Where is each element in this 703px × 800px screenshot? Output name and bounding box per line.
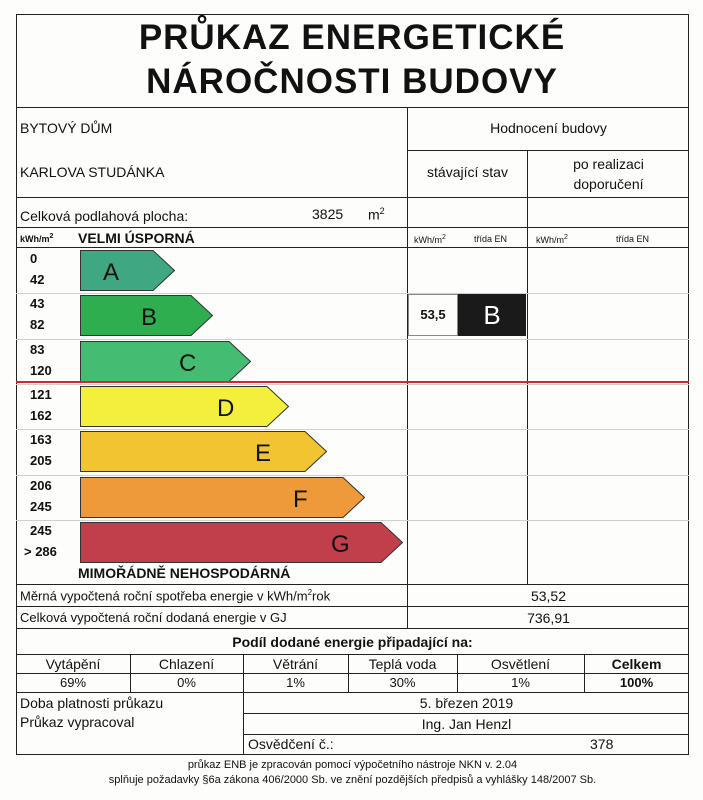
class-range-to: 42 (30, 272, 45, 287)
class-range-to: 205 (30, 453, 52, 468)
total-energy-label: Celková vypočtená roční dodaná energie v GJ (20, 610, 287, 625)
class-range-from: 206 (30, 478, 52, 493)
specific-consumption-exp: 2 (307, 588, 313, 597)
floor-area-unit (368, 206, 385, 223)
class-arrow-f (80, 477, 365, 518)
current-unit-label (414, 234, 446, 245)
specific-consumption-label (20, 588, 330, 603)
share-label: Větrání (272, 656, 319, 672)
class-range-from: 43 (30, 296, 45, 311)
class-letter: G (331, 530, 350, 558)
divider (16, 692, 689, 693)
class-letter: B (141, 303, 158, 331)
class-arrow-b (80, 295, 213, 336)
share-label: Celkem (611, 656, 662, 672)
class-range-to: 120 (30, 363, 52, 378)
class-range-to: 245 (30, 499, 52, 514)
class-arrow-e (80, 431, 327, 472)
share-value: 1% (511, 675, 530, 690)
scale-grid-line (16, 293, 689, 294)
class-range-to: 82 (30, 317, 45, 332)
class-range-from: 121 (30, 387, 52, 402)
current-class-label: třída EN (474, 234, 508, 244)
current-class-letter: B (483, 300, 501, 330)
class-letter: D (217, 394, 235, 422)
bottom-label: MIMOŘÁDNĚ NEHOSPODÁRNÁ (78, 565, 291, 581)
class-range-from: 245 (30, 523, 52, 538)
share-label: Chlazení (158, 656, 215, 672)
after-label-line-2: doporučení (573, 176, 644, 192)
floor-area-value: 3825 (312, 206, 344, 222)
divider (16, 628, 689, 629)
divider (243, 713, 689, 714)
top-label: VELMI ÚSPORNÁ (78, 230, 195, 246)
divider (407, 150, 689, 151)
class-range-to: > 286 (24, 544, 57, 559)
divider (16, 606, 689, 607)
class-arrow-a (80, 250, 175, 291)
page-title (16, 16, 688, 104)
scale-grid-line (16, 429, 689, 430)
total-energy-value: 736,91 (527, 610, 570, 626)
divider (16, 197, 689, 198)
after-unit-exp: 2 (564, 234, 568, 241)
class-letter: F (293, 485, 308, 513)
specific-consumption-text: Měrná vypočtená roční spotřeba energie v kWh/m (20, 588, 308, 604)
scale-grid-line (16, 520, 689, 521)
divider (16, 654, 689, 655)
validity-value: 5. březen 2019 (419, 695, 514, 711)
class-range-to: 162 (30, 408, 52, 423)
class-letter: C (179, 349, 197, 377)
prepared-by-label: Průkaz vypracoval (20, 714, 135, 730)
divider (16, 227, 689, 228)
after-unit-text: kWh/m (536, 235, 564, 245)
share-label: Vytápění (45, 656, 101, 672)
scale-grid-line (16, 339, 689, 340)
certificate-value: 378 (590, 736, 614, 752)
class-letter: E (255, 439, 272, 467)
column-divider (527, 150, 528, 584)
certificate-label: Osvědčení č.: (248, 736, 334, 752)
divider (16, 247, 689, 248)
class-arrow-g (80, 522, 403, 563)
class-arrow-c (80, 341, 251, 382)
title-line-1: PRŮKAZ ENERGETICKÉ (138, 18, 566, 57)
specific-consumption-value: 53,52 (530, 588, 567, 604)
threshold-line (16, 381, 689, 383)
share-value: 0% (177, 675, 196, 690)
class-range-from: 0 (30, 251, 38, 266)
floor-area-label: Celková podlahová plocha: (20, 208, 189, 224)
share-value: 100% (619, 675, 654, 690)
share-value: 1% (286, 675, 305, 690)
class-range-from: 83 (30, 342, 45, 357)
current-unit-text: kWh/m (414, 235, 442, 245)
class-arrow-d (80, 386, 289, 427)
floor-area-unit-exp: 2 (379, 206, 385, 216)
current-unit-exp: 2 (442, 234, 446, 241)
location: KARLOVA STUDÁNKA (20, 164, 165, 180)
divider (16, 584, 689, 585)
class-letter: A (103, 258, 120, 286)
unit-text: kWh/m (20, 234, 50, 244)
share-label: Teplá voda (368, 656, 437, 672)
floor-area-unit-text: m (368, 206, 380, 223)
footer-line-1: průkaz ENB je zpracován pomocí výpočetního nástroje NKN v. 2.04 (187, 759, 518, 771)
building-type: BYTOVÝ DŮM (20, 120, 113, 136)
share-value: 30% (389, 675, 416, 690)
class-range-from: 163 (30, 432, 52, 447)
unit-exp: 2 (49, 233, 54, 240)
assessment-header: Hodnocení budovy (490, 120, 607, 136)
share-label: Osvětlení (490, 656, 551, 672)
share-row-divider (16, 673, 689, 674)
validity-label: Doba platnosti průkazu (20, 695, 164, 711)
after-class-label: třída EN (616, 234, 650, 244)
current-state-label: stávající stav (427, 164, 508, 180)
prepared-by-value: Ing. Jan Henzl (421, 716, 512, 732)
after-label-line-1: po realizaci (573, 156, 644, 172)
title-line-2: NÁROČNOSTI BUDOVY (146, 62, 558, 101)
footer-line-2: splňuje požadavky §6a zákona 406/2000 Sb. ve znění pozdějších předpisů a vyhlášky 148/2007 Sb. (108, 774, 597, 786)
specific-consumption-suffix: rok (312, 588, 331, 604)
scale-grid-line (16, 475, 689, 476)
share-header: Podíl dodané energie připadající na: (232, 634, 473, 650)
share-value: 69% (59, 675, 87, 690)
unit-label (20, 233, 53, 244)
after-recommendation-label (528, 154, 689, 194)
scale-grid-line (16, 384, 689, 385)
divider (243, 734, 689, 735)
after-unit-label (536, 234, 568, 245)
current-value: 53,5 (420, 307, 446, 322)
